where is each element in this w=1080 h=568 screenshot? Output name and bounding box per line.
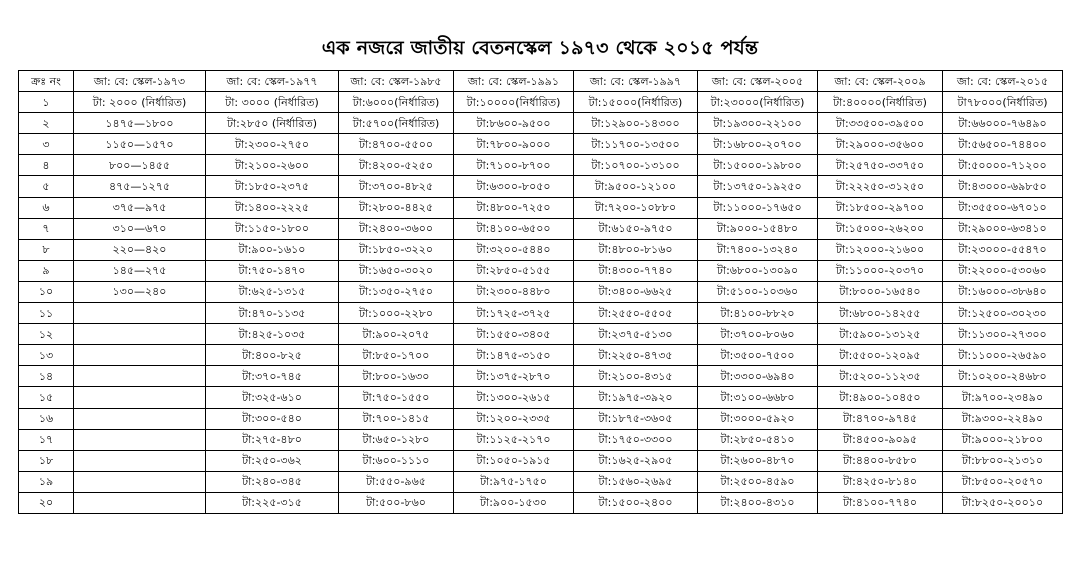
pay-range-cell: টা:১১০০০-২৬৫৯০ [943, 345, 1063, 366]
serial-number-cell: ১ [19, 92, 74, 113]
pay-range-cell: টা:৪৮০০-৮১৬০ [574, 239, 698, 260]
serial-number-cell: ১০ [19, 281, 74, 302]
pay-range-cell [74, 345, 206, 366]
pay-range-cell: টা:১৭২৫-৩৭২৫ [454, 303, 574, 324]
pay-range-cell: টা:১৪০০-২২২৫ [206, 197, 339, 218]
pay-range-cell: টা:৪১০০-৭৭৪০ [818, 492, 943, 513]
pay-range-cell: টা:১৬০০০-৩৮৬৪০ [943, 281, 1063, 302]
pay-range-cell: টা:১৬২৫-২৯০৫ [574, 450, 698, 471]
pay-range-cell: টা:২৩০০-২৭৫০ [206, 134, 339, 155]
pay-range-cell: টা৭৮০০০(নির্ধারিত) [943, 92, 1063, 113]
pay-scale-table [18, 70, 1063, 514]
pay-range-cell: টা:১১৭০০-১৩৫০০ [574, 134, 698, 155]
pay-range-cell: টা:২৫৭৫০-৩৩৭৫০ [818, 155, 943, 176]
pay-range-cell: টা:৬২৫-১৩১৫ [206, 281, 339, 302]
serial-number-cell: ১৩ [19, 345, 74, 366]
pay-range-cell: টা:৮৬০০-৯৫০০ [454, 113, 574, 134]
pay-range-cell: টা: ২০০০ (নির্ধারিত) [74, 92, 206, 113]
pay-range-cell: টা:৯৭০০-২৩৪৯০ [943, 387, 1063, 408]
pay-range-cell: ৩১০—৬৭০ [74, 218, 206, 239]
pay-range-cell: টা:২৮৫০ (নির্ধারিত) [206, 113, 339, 134]
pay-range-cell: টা:৫০০-৮৬০ [339, 492, 454, 513]
table-row [19, 281, 1063, 302]
serial-number-cell: ২ [19, 113, 74, 134]
column-header-scale: জা: বে: স্কেল-২০০৯ [818, 71, 943, 92]
pay-range-cell: টা:৮৮০০-২১৩১০ [943, 450, 1063, 471]
table-row [19, 471, 1063, 492]
pay-range-cell: টা:২৫৫০-৫৫০৫ [574, 303, 698, 324]
pay-range-cell: ২২০—৪২০ [74, 239, 206, 260]
serial-number-cell: ৬ [19, 197, 74, 218]
pay-range-cell: টা:৫০০০০-৭১২০০ [943, 155, 1063, 176]
page-title: এক নজরে জাতীয় বেতনস্কেল ১৯৭৩ থেকে ২০১৫ পর্যন্ত [321, 37, 759, 59]
pay-range-cell: টা:৩১০০-৬৬৮০ [698, 387, 818, 408]
pay-range-cell: টা:৩৫০০-৭৫০০ [698, 345, 818, 366]
pay-range-cell: টা:৪১০০-৮৮২০ [698, 303, 818, 324]
pay-range-cell [74, 429, 206, 450]
column-header-scale: জা: বে: স্কেল-১৯৮৫ [339, 71, 454, 92]
pay-range-cell: টা:৬৮০০-১৩০৯০ [698, 260, 818, 281]
pay-range-cell: টা: ৩০০০ (নির্ধারিত) [206, 92, 339, 113]
pay-range-cell: টা:৪০০০০(নির্ধারিত) [818, 92, 943, 113]
pay-range-cell: টা:৫৫০-৯৬৫ [339, 471, 454, 492]
serial-number-cell: ৪ [19, 155, 74, 176]
table-row [19, 260, 1063, 281]
pay-range-cell: টা:১২৫০০-৩০২৩০ [943, 303, 1063, 324]
pay-range-cell: টা:২২৫-৩১৫ [206, 492, 339, 513]
table-row [19, 492, 1063, 513]
serial-number-cell: ১৮ [19, 450, 74, 471]
pay-range-cell: টা:২৪০০-৪৩১০ [698, 492, 818, 513]
pay-range-cell: টা:৩২০০-৫৪৪০ [454, 239, 574, 260]
pay-range-cell: টা:৩৪০০-৬৬২৫ [574, 281, 698, 302]
pay-range-cell: টা:৯০০০-১৫৪৮০ [698, 218, 818, 239]
pay-range-cell: টা:২৯০০০-৬৩৪১০ [943, 218, 1063, 239]
table-row [19, 408, 1063, 429]
pay-range-cell: টা:৪৩০০-৭৭৪০ [574, 260, 698, 281]
table-row [19, 92, 1063, 113]
pay-range-cell: টা:৩০০০-৫৯২০ [698, 408, 818, 429]
pay-range-cell [74, 471, 206, 492]
pay-range-cell: টা:২১০০-৪৩১৫ [574, 366, 698, 387]
table-body [19, 92, 1063, 514]
pay-range-cell: টা:১০০০-২২৮০ [339, 303, 454, 324]
pay-range-cell [74, 366, 206, 387]
serial-number-cell: ১৭ [19, 429, 74, 450]
table-row [19, 218, 1063, 239]
pay-range-cell: টা:৮৫০০-২০৫৭০ [943, 471, 1063, 492]
serial-number-cell: ১৬ [19, 408, 74, 429]
pay-range-cell: টা:২৪০-৩৪৫ [206, 471, 339, 492]
column-header-scale: জা: বে: স্কেল-১৯৯৭ [574, 71, 698, 92]
pay-range-cell: টা:৫৬৫০০-৭৪৪০০ [943, 134, 1063, 155]
table-row [19, 113, 1063, 134]
column-header-scale: জা: বে: স্কেল-২০০৫ [698, 71, 818, 92]
serial-number-cell: ৮ [19, 239, 74, 260]
pay-range-cell: টা:৮০০০-১৬৫৪০ [818, 281, 943, 302]
pay-range-cell: টা:১২০০০-২১৬০০ [818, 239, 943, 260]
pay-range-cell: টা:৪৩০০০-৬৯৮৫০ [943, 176, 1063, 197]
pay-range-cell: টা:৩৭০-৭৪৫ [206, 366, 339, 387]
pay-range-cell: টা:১১০০০-২০৩৭০ [818, 260, 943, 281]
pay-range-cell: টা:৬৫০-১২৮০ [339, 429, 454, 450]
pay-range-cell: টা:১০৫০-১৯১৫ [454, 450, 574, 471]
pay-range-cell [74, 387, 206, 408]
pay-range-cell [74, 303, 206, 324]
pay-range-cell: টা:৫৫০০-১২০৯৫ [818, 345, 943, 366]
pay-range-cell: টা:৫২০০-১১২৩৫ [818, 366, 943, 387]
pay-range-cell: টা:৩৭০০-৮০৬০ [698, 324, 818, 345]
pay-range-cell: টা:২৩৭৫-৫১৩০ [574, 324, 698, 345]
pay-range-cell: টা:৪৯০০-১০৪৫০ [818, 387, 943, 408]
pay-range-cell: টা:৩০০-৫৪০ [206, 408, 339, 429]
pay-range-cell: ১৪৭৫—১৮০০ [74, 113, 206, 134]
pay-range-cell: টা:১৩৫০-২৭৫০ [339, 281, 454, 302]
pay-range-cell: টা:৫৭০০(নির্ধারিত) [339, 113, 454, 134]
pay-range-cell [74, 450, 206, 471]
pay-range-cell: টা:২২০০০-৫৩০৬০ [943, 260, 1063, 281]
pay-range-cell: টা:৯০০-২০৭৫ [339, 324, 454, 345]
pay-range-cell: টা:৬৮০০-১৪২৫৫ [818, 303, 943, 324]
pay-range-cell: টা:২৩০০০-৫৫৪৭০ [943, 239, 1063, 260]
pay-range-cell: ৪৭৫—১২৭৫ [74, 176, 206, 197]
pay-range-cell: টা:৪৭০০-৯৭৪৫ [818, 408, 943, 429]
table-row [19, 134, 1063, 155]
pay-range-cell: টা:৯০০০-২১৮০০ [943, 429, 1063, 450]
pay-range-cell: টা:১১৩০০-২৭৩০০ [943, 324, 1063, 345]
pay-range-cell: টা:৩৫৫০০-৬৭০১০ [943, 197, 1063, 218]
table-row [19, 239, 1063, 260]
pay-range-cell: টা:১৮৫০-২৩৭৫ [206, 176, 339, 197]
pay-range-cell: টা:১৩০০-২৬১৫ [454, 387, 574, 408]
pay-range-cell: টা:৫১০০-১০৩৬০ [698, 281, 818, 302]
pay-range-cell: টা:৪৪০০-৮৫৮০ [818, 450, 943, 471]
pay-range-cell: টা:১৯৭৫-৩৯২০ [574, 387, 698, 408]
table-header-row [19, 71, 1063, 92]
serial-number-cell: ৫ [19, 176, 74, 197]
pay-range-cell: টা:৪২০০-৫২৫০ [339, 155, 454, 176]
pay-range-cell: টা:১৫৬০-২৬৯৫ [574, 471, 698, 492]
pay-range-cell: টা:৫৯০০-১৩১২৫ [818, 324, 943, 345]
pay-range-cell: টা:১০৭০০-১৩১০০ [574, 155, 698, 176]
column-header-scale: জা: বে: স্কেল-১৯৭৭ [206, 71, 339, 92]
pay-range-cell: টা:২২২৫০-৩১২৫০ [818, 176, 943, 197]
pay-range-cell: টা:৭৮০০-৯০০০ [454, 134, 574, 155]
pay-range-cell: টা:৪০০-৮২৫ [206, 345, 339, 366]
serial-number-cell: ৯ [19, 260, 74, 281]
pay-range-cell: টা:১০২০০-২৪৬৮০ [943, 366, 1063, 387]
pay-range-cell: টা:৩৩৫০০-৩৯৫০০ [818, 113, 943, 134]
pay-range-cell: টা:৯০০-১৬১০ [206, 239, 339, 260]
serial-number-cell: ১৪ [19, 366, 74, 387]
table-row [19, 366, 1063, 387]
pay-range-cell: টা:৪৭০-১১৩৫ [206, 303, 339, 324]
table-row [19, 387, 1063, 408]
pay-range-cell: ৮০০—১৪৫৫ [74, 155, 206, 176]
pay-range-cell: ৩৭৫—৯৭৫ [74, 197, 206, 218]
pay-range-cell: টা:১৬৫০-৩০২০ [339, 260, 454, 281]
pay-range-cell: টা:১০০০০(নির্ধারিত) [454, 92, 574, 113]
serial-number-cell: ১৫ [19, 387, 74, 408]
pay-range-cell: টা:৯৫০০-১২১০০ [574, 176, 698, 197]
pay-range-cell: টা:১৭৫০-৩৩০০ [574, 429, 698, 450]
pay-range-cell: টা:৬৩০০-৮০৫০ [454, 176, 574, 197]
pay-range-cell: টা:৮২৫০-২০০১০ [943, 492, 1063, 513]
pay-range-cell: টা:১৩৭৫-২৮৭০ [454, 366, 574, 387]
pay-range-cell [74, 492, 206, 513]
pay-range-cell: টা:১৮৫০০-২৯৭০০ [818, 197, 943, 218]
pay-range-cell: টা:৭৫০-১৪৭০ [206, 260, 339, 281]
serial-number-cell: ১১ [19, 303, 74, 324]
pay-range-cell: টা:২২৫০-৪৭৩৫ [574, 345, 698, 366]
column-header-scale: জা: বে: স্কেল-১৯৭৩ [74, 71, 206, 92]
pay-range-cell: টা:৭১০০-৮৭০০ [454, 155, 574, 176]
pay-range-cell: টা:৪১০০-৬৫০০ [454, 218, 574, 239]
pay-range-cell: টা:৪২৫-১০৩৫ [206, 324, 339, 345]
pay-range-cell: টা:১৩৭৫০-১৯২৫০ [698, 176, 818, 197]
pay-range-cell: টা:১১২৫-২১৭০ [454, 429, 574, 450]
table-row [19, 345, 1063, 366]
serial-number-cell: ৩ [19, 134, 74, 155]
pay-range-cell: টা:১৬৮০০-২০৭০০ [698, 134, 818, 155]
pay-range-cell: টা:৬০০০(নির্ধারিত) [339, 92, 454, 113]
pay-range-cell: টা:৩২৫-৬১০ [206, 387, 339, 408]
pay-range-cell: টা:৩৩০০-৬৯৪০ [698, 366, 818, 387]
pay-range-cell: টা:৯৩০০-২২৪৯০ [943, 408, 1063, 429]
pay-range-cell: টা:৪২৫০-৮১৪০ [818, 471, 943, 492]
table-row [19, 176, 1063, 197]
serial-number-cell: ১২ [19, 324, 74, 345]
table-row [19, 429, 1063, 450]
serial-number-cell: ১৯ [19, 471, 74, 492]
pay-range-cell: টা:১৫০০০-২৬২০০ [818, 218, 943, 239]
pay-range-cell [74, 408, 206, 429]
pay-range-cell: টা:১২৯০০-১৪৩০০ [574, 113, 698, 134]
pay-range-cell: টা:৪৮০০-৭২৫০ [454, 197, 574, 218]
pay-range-cell: টা:৭২০০-১০৮৮০ [574, 197, 698, 218]
pay-range-cell [74, 324, 206, 345]
table-row [19, 155, 1063, 176]
pay-range-cell: টা:২৮০০-৪৪২৫ [339, 197, 454, 218]
pay-range-cell: টা:১৫০০০-১৯৮০০ [698, 155, 818, 176]
pay-range-cell: টা:১৫০০-২৪০০ [574, 492, 698, 513]
pay-range-cell: টা:১৫০০০(নির্ধারিত) [574, 92, 698, 113]
pay-range-cell: টা:২৫০-৩৬২ [206, 450, 339, 471]
pay-range-cell: টা:২১০০-২৬০০ [206, 155, 339, 176]
pay-range-cell: টা:২৬০০-৪৮৭০ [698, 450, 818, 471]
column-header-scale: জা: বে: স্কেল-১৯৯১ [454, 71, 574, 92]
pay-range-cell: টা:৪৫০০-৯০৯৫ [818, 429, 943, 450]
pay-range-cell: টা:৬০০-১১১০ [339, 450, 454, 471]
pay-range-cell: টা:১৮৫০-৩২২০ [339, 239, 454, 260]
pay-range-cell: টা:৯৭৫-১৭৫০ [454, 471, 574, 492]
pay-range-cell: টা:২৮৫০-৫৪১০ [698, 429, 818, 450]
pay-range-cell: টা:২৮৫০-৫১৫৫ [454, 260, 574, 281]
pay-range-cell: টা:১১০০০-১৭৬৫০ [698, 197, 818, 218]
table-row [19, 324, 1063, 345]
column-header-serial: ক্রঃ নং [19, 71, 74, 92]
pay-range-cell: টা:১৫৫০-৩৪০৫ [454, 324, 574, 345]
pay-range-cell: টা:৯০০-১৫৩০ [454, 492, 574, 513]
column-header-scale: জা: বে: স্কেল-২০১৫ [943, 71, 1063, 92]
pay-range-cell: ১৪৫—২৭৫ [74, 260, 206, 281]
pay-range-cell: ১৩০—২৪০ [74, 281, 206, 302]
pay-range-cell: টা:১৪৭৫-৩১৫০ [454, 345, 574, 366]
pay-range-cell: টা:৪৭০০-৫৫০০ [339, 134, 454, 155]
pay-range-cell: টা:৬১৫০-৯৭৫০ [574, 218, 698, 239]
table-row [19, 197, 1063, 218]
pay-range-cell: টা:৭৫০-১৫৫০ [339, 387, 454, 408]
table-row [19, 303, 1063, 324]
pay-range-cell: টা:২৯০০০-৩৫৬০০ [818, 134, 943, 155]
pay-range-cell: টা:২৫০০-৪৫৯০ [698, 471, 818, 492]
pay-range-cell: টা:৩৭০০-৪৮২৫ [339, 176, 454, 197]
pay-range-cell: টা:১৮৭৫-৩৬০৫ [574, 408, 698, 429]
pay-range-cell: টা:১১৫০-১৮০০ [206, 218, 339, 239]
pay-range-cell: টা:৮৫০-১৭০০ [339, 345, 454, 366]
pay-range-cell: টা:২৭৫-৪৮০ [206, 429, 339, 450]
pay-range-cell: টা:১২০০-২৩৩৫ [454, 408, 574, 429]
pay-range-cell: টা:২৩০০০(নির্ধারিত) [698, 92, 818, 113]
pay-range-cell: টা:৮০০-১৬৩০ [339, 366, 454, 387]
serial-number-cell: ৭ [19, 218, 74, 239]
pay-range-cell: ১১৫০—১৫৭০ [74, 134, 206, 155]
pay-range-cell: টা:৭০০-১৪১৫ [339, 408, 454, 429]
pay-range-cell: টা:২৪০০-৩৬০০ [339, 218, 454, 239]
pay-range-cell: টা:১৯৩০০-২২১০০ [698, 113, 818, 134]
table-row [19, 450, 1063, 471]
pay-range-cell: টা:৭৪০০-১৩২৪০ [698, 239, 818, 260]
pay-range-cell: টা:৬৬০০০-৭৬৪৯০ [943, 113, 1063, 134]
pay-range-cell: টা:২৩০০-৪৪৮০ [454, 281, 574, 302]
serial-number-cell: ২০ [19, 492, 74, 513]
